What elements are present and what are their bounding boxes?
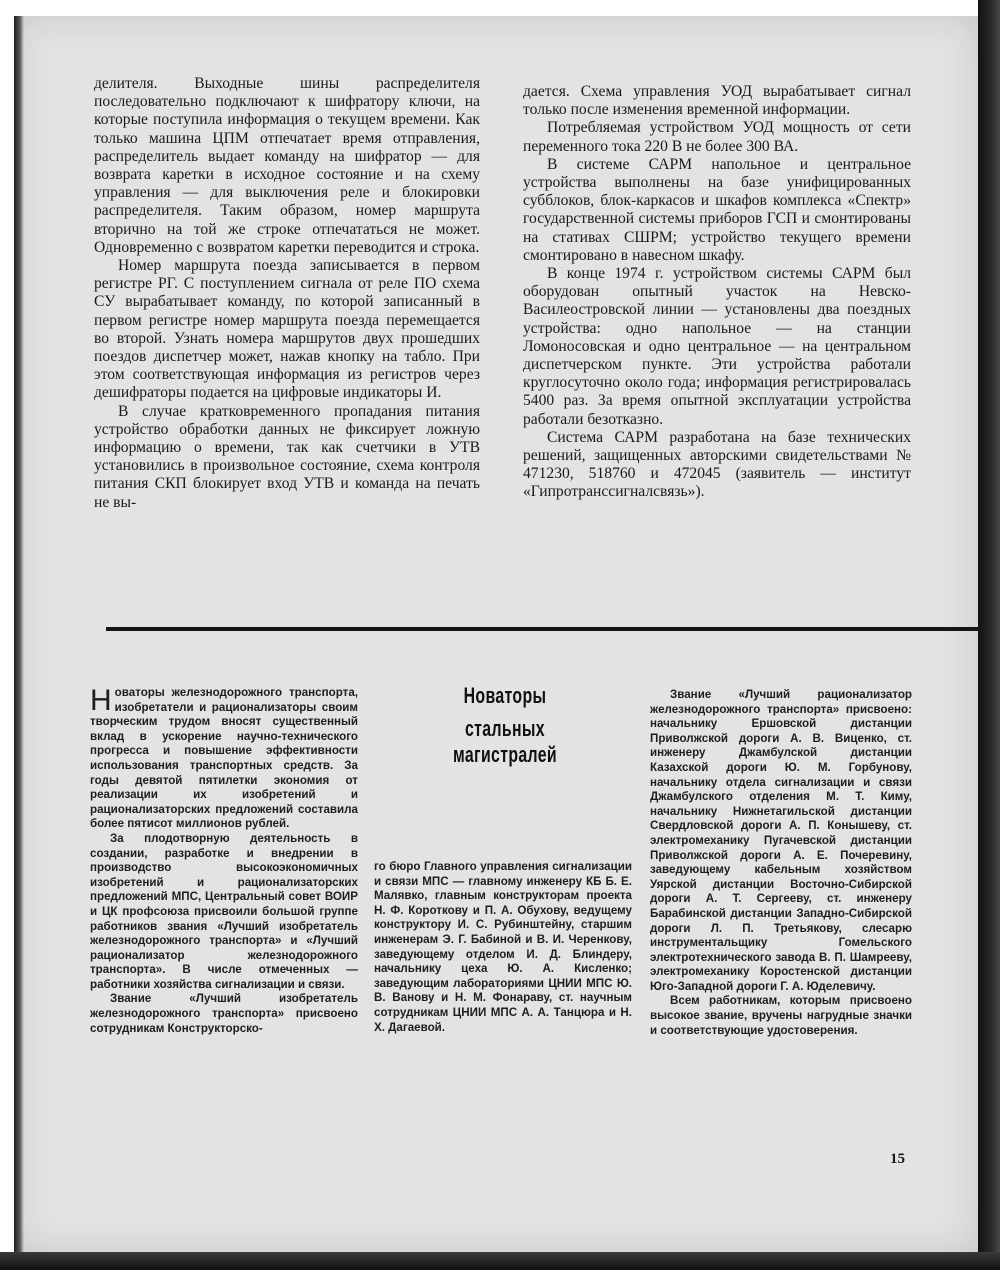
paragraph: Всем работникам, которым присвоено высокое звание, вручены нагрудные значки и соответствующие удостоверения. xyxy=(650,994,912,1037)
article-title-line-2: стальных магистралей xyxy=(452,716,558,767)
section-divider xyxy=(106,627,980,631)
article-right-column xyxy=(650,688,912,1038)
paragraph: делителя. Выходные шины распределителя последовательно подключают к шифратору ключи, на которые поступила информация о текущем времени. Как только машина ЦПМ отпечатает время отправления, распределитель выдает команду на шифратор — для возврата каретки в исходное состояние и на схему управления — для выключения реле и блокировки распределителя. Таким образом, номер маршрута вторично на той же строке отпечататься не может. Одновременно с возвратом каретки переводится и строка. xyxy=(94,75,480,256)
book-edge-bottom xyxy=(0,1252,1000,1270)
paragraph xyxy=(90,686,358,832)
page-number: 15 xyxy=(890,1151,905,1167)
article-left-column xyxy=(90,686,358,1036)
paragraph: Звание «Лучший изобретатель железнодорожного транспорта» присвоено сотрудникам Конструкторско- xyxy=(90,992,358,1035)
paragraph: Звание «Лучший рационализатор железнодорожного транспорта» присвоено: начальнику Ершовской дистанции Приволжской дороги А. В. Виценко, ст. инженеру Джамбулской дистанции Казахской дороги Ю. М. Горбунову, начальнику отдела сигнализации и связи Джамбулского отделения М. Т. Киму, начальнику Нижнетагильской дистанции Свердловской дороги А. П. Конышеву, ст. электромеханику Пугачевской дистанции Приволжской дороги А. Е. Почеревину, заведующему кабельным хозяйством Уярской дистанции Восточно-Сибирской дороги А. Т. Сергееву, ст. инженеру Барабинской дистанции Западно-Сибирской дороги Л. П. Третьякову, слесарю инструментальщику Гомельского электротехнического завода В. П. Шамрееву, электромеханику Коростенской дистанции Юго-Западной дороги Г. А. Юделевичу. xyxy=(650,688,912,993)
book-edge-right xyxy=(978,0,1000,1270)
paragraph: Номер маршрута поезда записывается в первом регистре РГ. С поступлением сигнала от реле ПО схема СУ вырабатывает команду, по которой записанный в первом регистре номер маршрута поезда перемещается во второй. Узнать номера маршрутов двух прошедших поездов диспетчер может, нажав кнопку на табло. При этом соответствующая информация из регистров через дешифраторы подается на цифровые индикаторы И. xyxy=(94,257,480,402)
top-right-column xyxy=(523,83,911,502)
top-left-column xyxy=(94,75,480,512)
article-middle-column xyxy=(374,860,632,1035)
paragraph: Потребляемая устройством УОД мощность от сети переменного тока 220 В не более 300 ВА. xyxy=(523,119,911,155)
paragraph: В случае кратковременного пропадания питания устройство обработки данных не фиксирует ложную информацию о времени, так как счетчики в УТВ установились в произвольное состояние, схема контроля питания СКП блокирует вход УТВ и команда на печать не вы- xyxy=(94,402,480,511)
paragraph: В конце 1974 г. устройством системы САРМ был оборудован опытный участок на Невско-Василеостровской линии — установлены два поездных устройства: одно напольное — на станции Ломоносовская и одно центральное — на центральном диспетчерском пункте. Эти устройства работали круглосуточно около года; информация регистрировалась 5400 раз. За время опытной эксплуатации устройства работали безотказно. xyxy=(523,265,911,428)
paragraph: В системе САРМ напольное и центральное устройства выполнены на базе унифицированных субблоков, блок-каркасов и шкафов комплекса «Спектр» государственной системы приборов ГСП и смонтированы на стативах СШРМ; устройство текущего времени смонтировано в навесном шкафу. xyxy=(523,155,911,264)
paragraph: Система САРМ разработана на базе технических решений, защищенных авторскими свидетельствами № 471230, 518760 и 472045 (заявитель — институт «Гипротранссигналсвязь»). xyxy=(523,428,911,501)
drop-cap: Н xyxy=(90,684,112,717)
paragraph: го бюро Главного управления сигнализации и связи МПС — главному инженеру КБ Б. Е. Малявко, главным конструкторам проекта Н. Ф. Короткову и П. А. Обухову, ведущему конструктору И. С. Рубинштейну, старшим инженерам Э. Г. Бабиной и В. И. Черенкову, заведующему отделом И. Д. Блиндеру, начальнику цеха Ю. А. Кисленко; заведующим лабораториями ЦНИИ МПС Ю. В. Ванову и Н. М. Фонараву, ст. научным сотрудникам ЦНИИ МПС А. А. Танцюра и Н. Х. Дагаевой. xyxy=(374,860,632,1034)
paragraph: За плодотворную деятельность в создании, разработке и внедрении в производство высокоэкономичных изобретений и рационализаторских предложений МПС, Центральный совет ВОИР и ЦК профсоюза присвоили большой группе работников звания «Лучший изобретатель железнодорожного транспорта» и «Лучший рационализатор железнодорожного транспорта». В числе отмеченных — работники хозяйства сигнализации и связи. xyxy=(90,831,358,991)
paragraph: дается. Схема управления УОД вырабатывает сигнал только после изменения временной информации. xyxy=(523,83,911,119)
article-title-line-1: Новаторы xyxy=(463,683,547,708)
paragraph-text: оваторы железнодорожного транспорта, изобретатели и рационализаторы своим творческим трудом вносят существенный вклад в ускорение научно-технического прогресса и повышение эффективности использования транспортных средств. За годы девятой пятилетки экономия от реализации их изобретений и рационализаторских предложений составила более пятисот миллионов рублей. xyxy=(90,686,358,831)
